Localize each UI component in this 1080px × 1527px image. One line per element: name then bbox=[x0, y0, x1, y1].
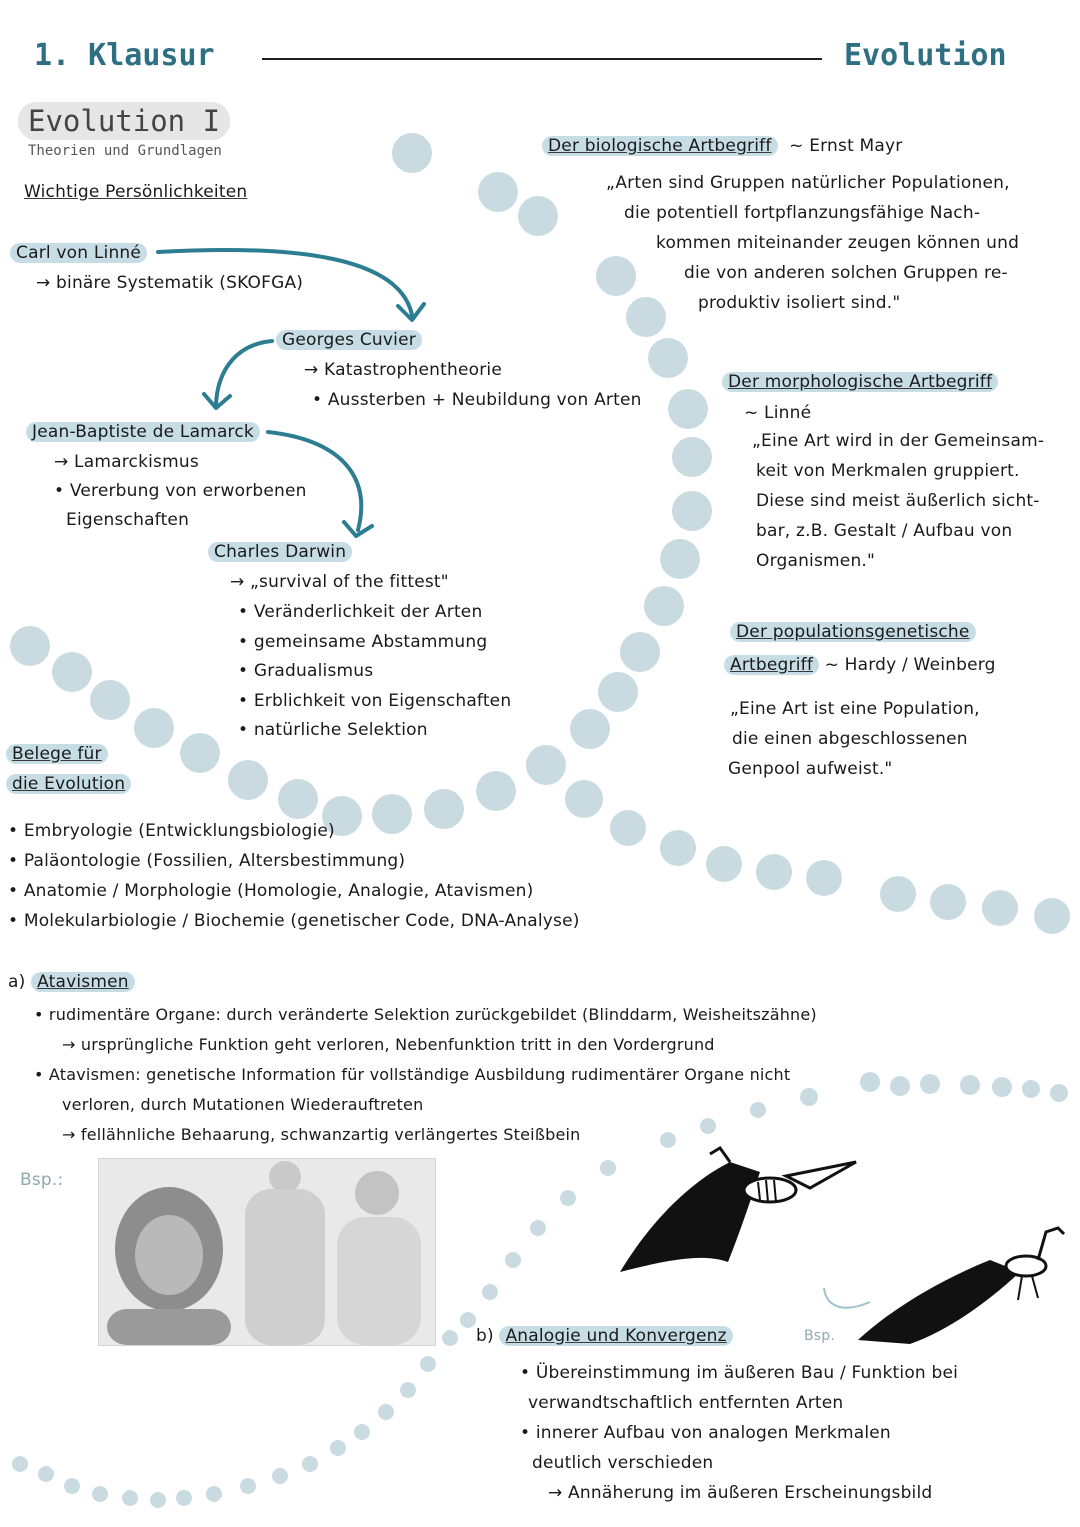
pterosaur-skeleton bbox=[610, 1142, 870, 1282]
pterosaur-arm bbox=[710, 1148, 730, 1162]
morph-line: bar, z.B. Gestalt / Aufbau von bbox=[756, 521, 1013, 541]
bio-title-row bbox=[542, 136, 902, 156]
bio-line: „Arten sind Gruppen natürlicher Populationen, bbox=[606, 173, 1010, 193]
darwin-item: → „survival of the fittest" bbox=[230, 572, 449, 592]
evidence-item: • Embryologie (Entwicklungsbiologie) bbox=[8, 821, 335, 841]
bio-title: Der biologische Artbegriff bbox=[542, 136, 778, 156]
pop-line: die einen abgeschlossenen bbox=[732, 729, 968, 749]
atavismen-example-label: Bsp.: bbox=[20, 1170, 64, 1190]
bio-line: produktiv isoliert sind." bbox=[698, 293, 901, 313]
atavism-photo bbox=[98, 1158, 436, 1346]
pop-line: „Eine Art ist eine Population, bbox=[730, 699, 980, 719]
torso-back-head bbox=[269, 1161, 301, 1193]
analogie-line: → Annäherung im äußeren Erscheinungsbild bbox=[548, 1483, 933, 1503]
analogie-label: b) bbox=[476, 1326, 494, 1346]
atavismen-line: • Atavismen: genetische Information für vollständige Ausbildung rudimentärer Organe nicht bbox=[34, 1065, 791, 1084]
evidence-item: • Paläontologie (Fossilien, Altersbestimmung) bbox=[8, 851, 406, 871]
cuvier-item: • Aussterben + Neubildung von Arten bbox=[312, 390, 642, 410]
darwin-name: Charles Darwin bbox=[208, 542, 352, 562]
lamarck-item: → Lamarckismus bbox=[54, 452, 199, 472]
pop-line: Genpool aufweist." bbox=[728, 759, 893, 779]
darwin-item: • Erblichkeit von Eigenschaften bbox=[238, 691, 512, 711]
section-title-text: Evolution I bbox=[28, 104, 221, 138]
pop-title-row bbox=[724, 655, 996, 675]
darwin-item: • Veränderlichkeit der Arten bbox=[238, 602, 483, 622]
cuvier-name: Georges Cuvier bbox=[276, 330, 422, 350]
bird-body bbox=[1006, 1256, 1046, 1276]
arrow-linne-to-cuvier bbox=[158, 250, 412, 315]
atavismen-line: → fellähnliche Behaarung, schwanzartig verlängertes Steißbein bbox=[62, 1125, 581, 1144]
bird-skeleton bbox=[850, 1220, 1070, 1350]
arrow-cuvier-to-lamarck bbox=[216, 341, 272, 404]
morph-line: Diese sind meist äußerlich sicht- bbox=[756, 491, 1040, 511]
bio-line: die potentiell fortpflanzungsfähige Nach- bbox=[624, 203, 981, 223]
bird-legs bbox=[1018, 1276, 1038, 1300]
torso-front bbox=[337, 1217, 421, 1345]
morph-author: ~ Linné bbox=[744, 403, 812, 423]
bio-author: ~ Ernst Mayr bbox=[789, 136, 903, 156]
bird-wing bbox=[858, 1260, 1020, 1344]
morph-title: Der morphologische Artbegriff bbox=[722, 372, 998, 392]
pop-title: Der populationsgenetische bbox=[730, 622, 976, 642]
morph-line: Organismen." bbox=[756, 551, 876, 571]
lamarck-name: Jean-Baptiste de Lamarck bbox=[26, 422, 260, 442]
analogie-heading bbox=[476, 1326, 733, 1346]
pterosaur-head bbox=[786, 1162, 856, 1188]
morph-line: keit von Merkmalen gruppiert. bbox=[756, 461, 1020, 481]
evidence-heading: Belege für bbox=[6, 744, 108, 764]
analogie-example-label: Bsp. bbox=[804, 1328, 836, 1344]
header-title-right: Evolution bbox=[844, 38, 1007, 73]
darwin-item: • gemeinsame Abstammung bbox=[238, 632, 488, 652]
connector-arrows bbox=[0, 0, 700, 560]
example-pointer-arrow bbox=[818, 1284, 878, 1324]
pop-title-2: Artbegriff bbox=[724, 655, 819, 675]
persons-heading: Wichtige Persönlichkeiten bbox=[24, 182, 248, 202]
atavismen-line: → ursprüngliche Funktion geht verloren, Nebenfunktion tritt in den Vordergrund bbox=[62, 1035, 715, 1054]
bio-line: kommen miteinander zeugen können und bbox=[656, 233, 1020, 253]
morph-line: „Eine Art wird in der Gemeinsam- bbox=[752, 431, 1045, 451]
torso-front-head bbox=[355, 1171, 399, 1215]
evidence-heading-2: die Evolution bbox=[6, 774, 131, 794]
lamarck-item: Eigenschaften bbox=[66, 510, 190, 530]
analogie-line: deutlich verschieden bbox=[532, 1453, 714, 1473]
evidence-item: • Molekularbiologie / Biochemie (genetischer Code, DNA-Analyse) bbox=[8, 911, 580, 931]
atavismen-heading bbox=[8, 972, 135, 992]
hairy-face-inner bbox=[135, 1215, 203, 1295]
bio-line: die von anderen solchen Gruppen re- bbox=[684, 263, 1008, 283]
analogie-line: verwandtschaftlich entfernten Arten bbox=[528, 1393, 844, 1413]
evidence-item: • Anatomie / Morphologie (Homologie, Analogie, Atavismen) bbox=[8, 881, 534, 901]
linne-name: Carl von Linné bbox=[10, 243, 147, 263]
pop-author: ~ Hardy / Weinberg bbox=[824, 655, 996, 675]
atavismen-label: a) bbox=[8, 972, 26, 992]
darwin-item: • Gradualismus bbox=[238, 661, 374, 681]
darwin-item: • natürliche Selektion bbox=[238, 720, 428, 740]
cuvier-item: → Katastrophentheorie bbox=[304, 360, 503, 380]
linne-item: → binäre Systematik (SKOFGA) bbox=[36, 273, 304, 293]
lamarck-item: • Vererbung von erworbenen bbox=[54, 481, 307, 501]
pterosaur-wing bbox=[620, 1162, 760, 1272]
analogie-line: • Übereinstimmung im äußeren Bau / Funktion bei bbox=[520, 1363, 959, 1383]
torso-back bbox=[245, 1189, 325, 1345]
atavism-figures bbox=[99, 1159, 435, 1345]
atavismen-title: Atavismen bbox=[31, 972, 135, 992]
bird-neck bbox=[1038, 1228, 1064, 1260]
shoulders bbox=[107, 1309, 231, 1345]
arrow-lamarck-to-darwin bbox=[268, 432, 361, 530]
analogie-title: Analogie und Konvergenz bbox=[499, 1326, 732, 1346]
section-subtitle: Theorien und Grundlagen bbox=[28, 143, 222, 159]
analogie-line: • innerer Aufbau von analogen Merkmalen bbox=[520, 1423, 891, 1443]
atavismen-line: • rudimentäre Organe: durch veränderte Selektion zurückgebildet (Blinddarm, Weisheitszähne) bbox=[34, 1005, 817, 1024]
pterosaur-body bbox=[744, 1178, 796, 1202]
atavismen-line: verloren, durch Mutationen Wiederauftreten bbox=[62, 1095, 424, 1114]
header-title-left: 1. Klausur bbox=[34, 38, 215, 73]
